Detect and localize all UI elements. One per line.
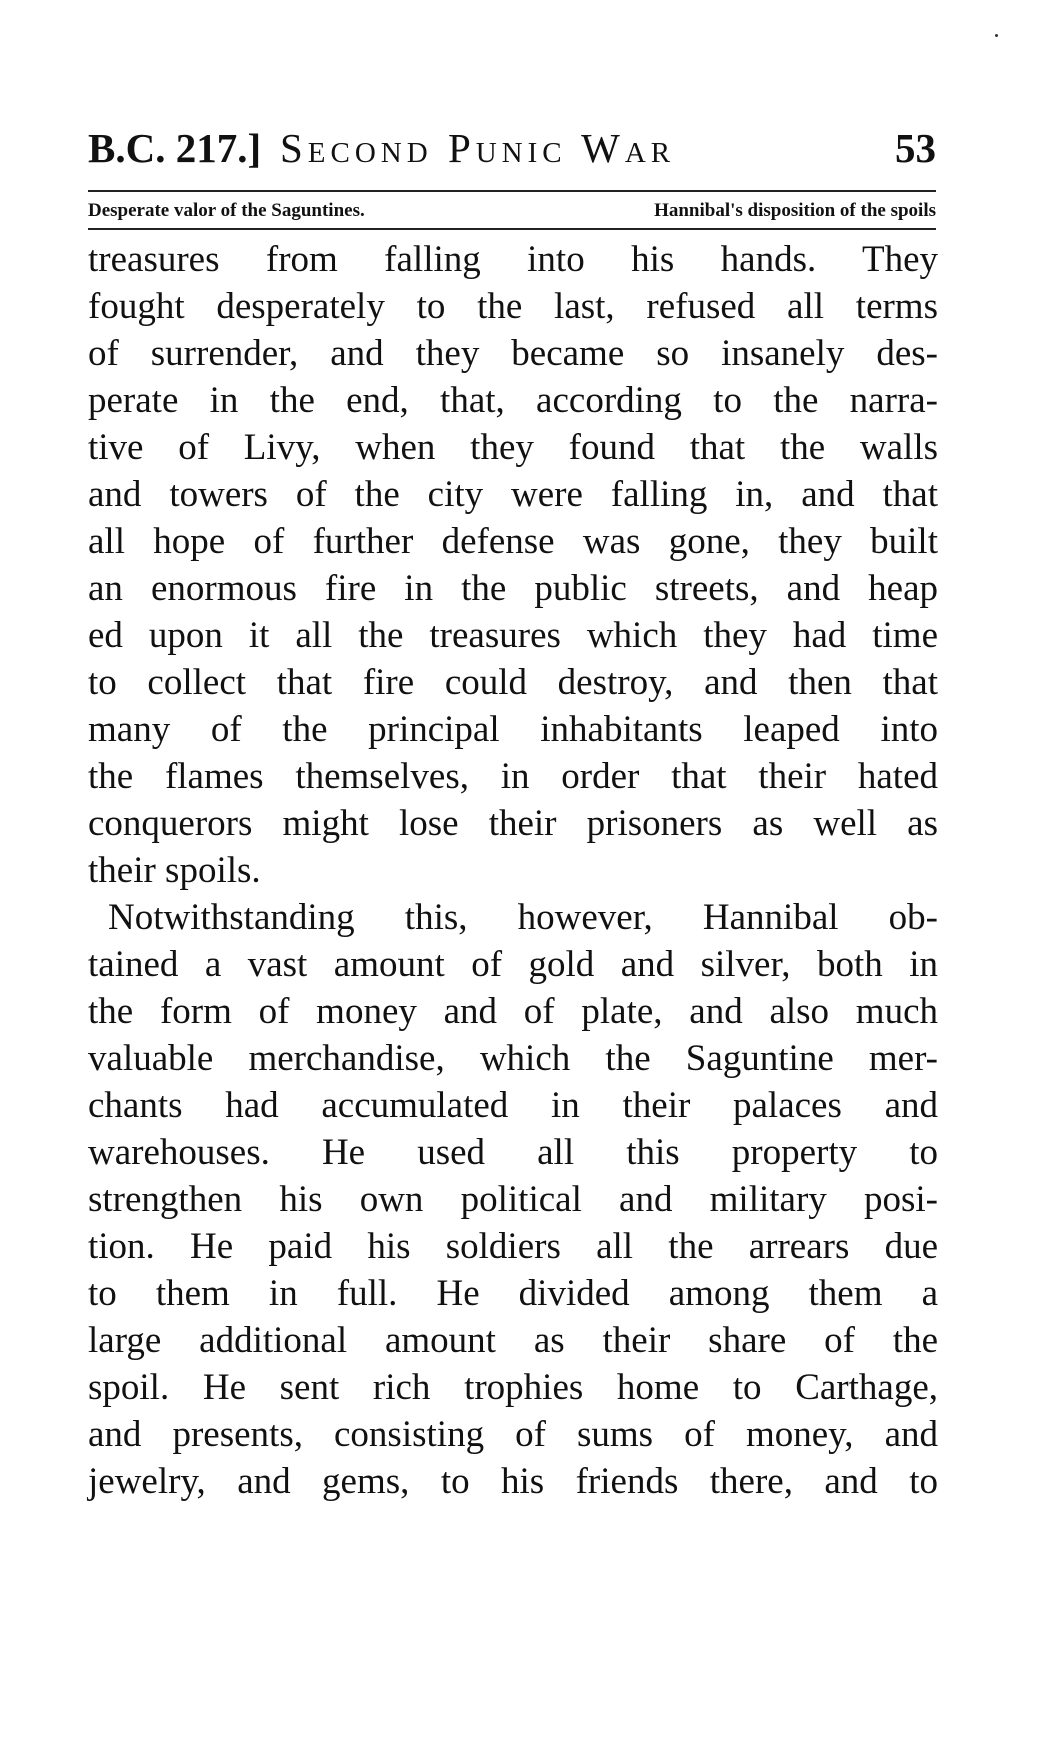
text-line: treasures from falling into his hands. They (88, 239, 938, 280)
text-line: large additional amount as their share of the (88, 1320, 938, 1361)
text-line: tive of Livy, when they found that the walls (88, 427, 938, 468)
paragraph (88, 894, 938, 1505)
text-line: to collect that fire could destroy, and then that (88, 662, 938, 703)
side-note-right: Hannibal's disposition of the spoils (654, 200, 936, 221)
text-line: the flames themselves, in order that their hated (88, 756, 938, 797)
text-line: tion. He paid his soldiers all the arrears due (88, 1226, 938, 1267)
text-line: strengthen his own political and military posi- (88, 1179, 938, 1220)
print-speck (995, 34, 998, 37)
running-head-title: Second Punic War (280, 125, 676, 171)
text-line: chants had accumulated in their palaces and (88, 1085, 938, 1126)
text-line: spoil. He sent rich trophies home to Carthage, (88, 1367, 938, 1408)
text-line: and towers of the city were falling in, and that (88, 474, 938, 515)
text-line: to them in full. He divided among them a (88, 1273, 938, 1314)
text-line: of surrender, and they became so insanely des- (88, 333, 938, 374)
side-notes (88, 198, 936, 224)
text-line: warehouses. He used all this property to (88, 1132, 938, 1173)
text-line: many of the principal inhabitants leaped into (88, 709, 938, 750)
text-line: their spoils. (88, 850, 261, 891)
text-line: the form of money and of plate, and also much (88, 991, 938, 1032)
text-line: ed upon it all the treasures which they had time (88, 615, 938, 656)
text-line: and presents, consisting of sums of money, and (88, 1414, 938, 1455)
running-head-date: B.C. 217.] (88, 125, 262, 171)
page-number: 53 (895, 125, 936, 171)
running-head (88, 122, 936, 174)
text-line: all hope of further defense was gone, they built (88, 521, 938, 562)
text-line: valuable merchandise, which the Saguntine mer- (88, 1038, 938, 1079)
text-line: fought desperately to the last, refused all terms (88, 286, 938, 327)
text-line: perate in the end, that, according to the narra- (88, 380, 938, 421)
header-rule-top (88, 190, 936, 192)
text-line: tained a vast amount of gold and silver, both in (88, 944, 938, 985)
text-line: conquerors might lose their prisoners as well as (88, 803, 938, 844)
paragraph (88, 236, 938, 894)
text-line: an enormous fire in the public streets, and heap (88, 568, 938, 609)
body-text (88, 236, 938, 1505)
text-line: Notwithstanding this, however, Hannibal ob- (108, 897, 938, 938)
text-line: jewelry, and gems, to his friends there, and to (88, 1461, 938, 1502)
side-note-left: Desperate valor of the Saguntines. (88, 200, 365, 221)
header-rule-bottom (88, 228, 936, 230)
